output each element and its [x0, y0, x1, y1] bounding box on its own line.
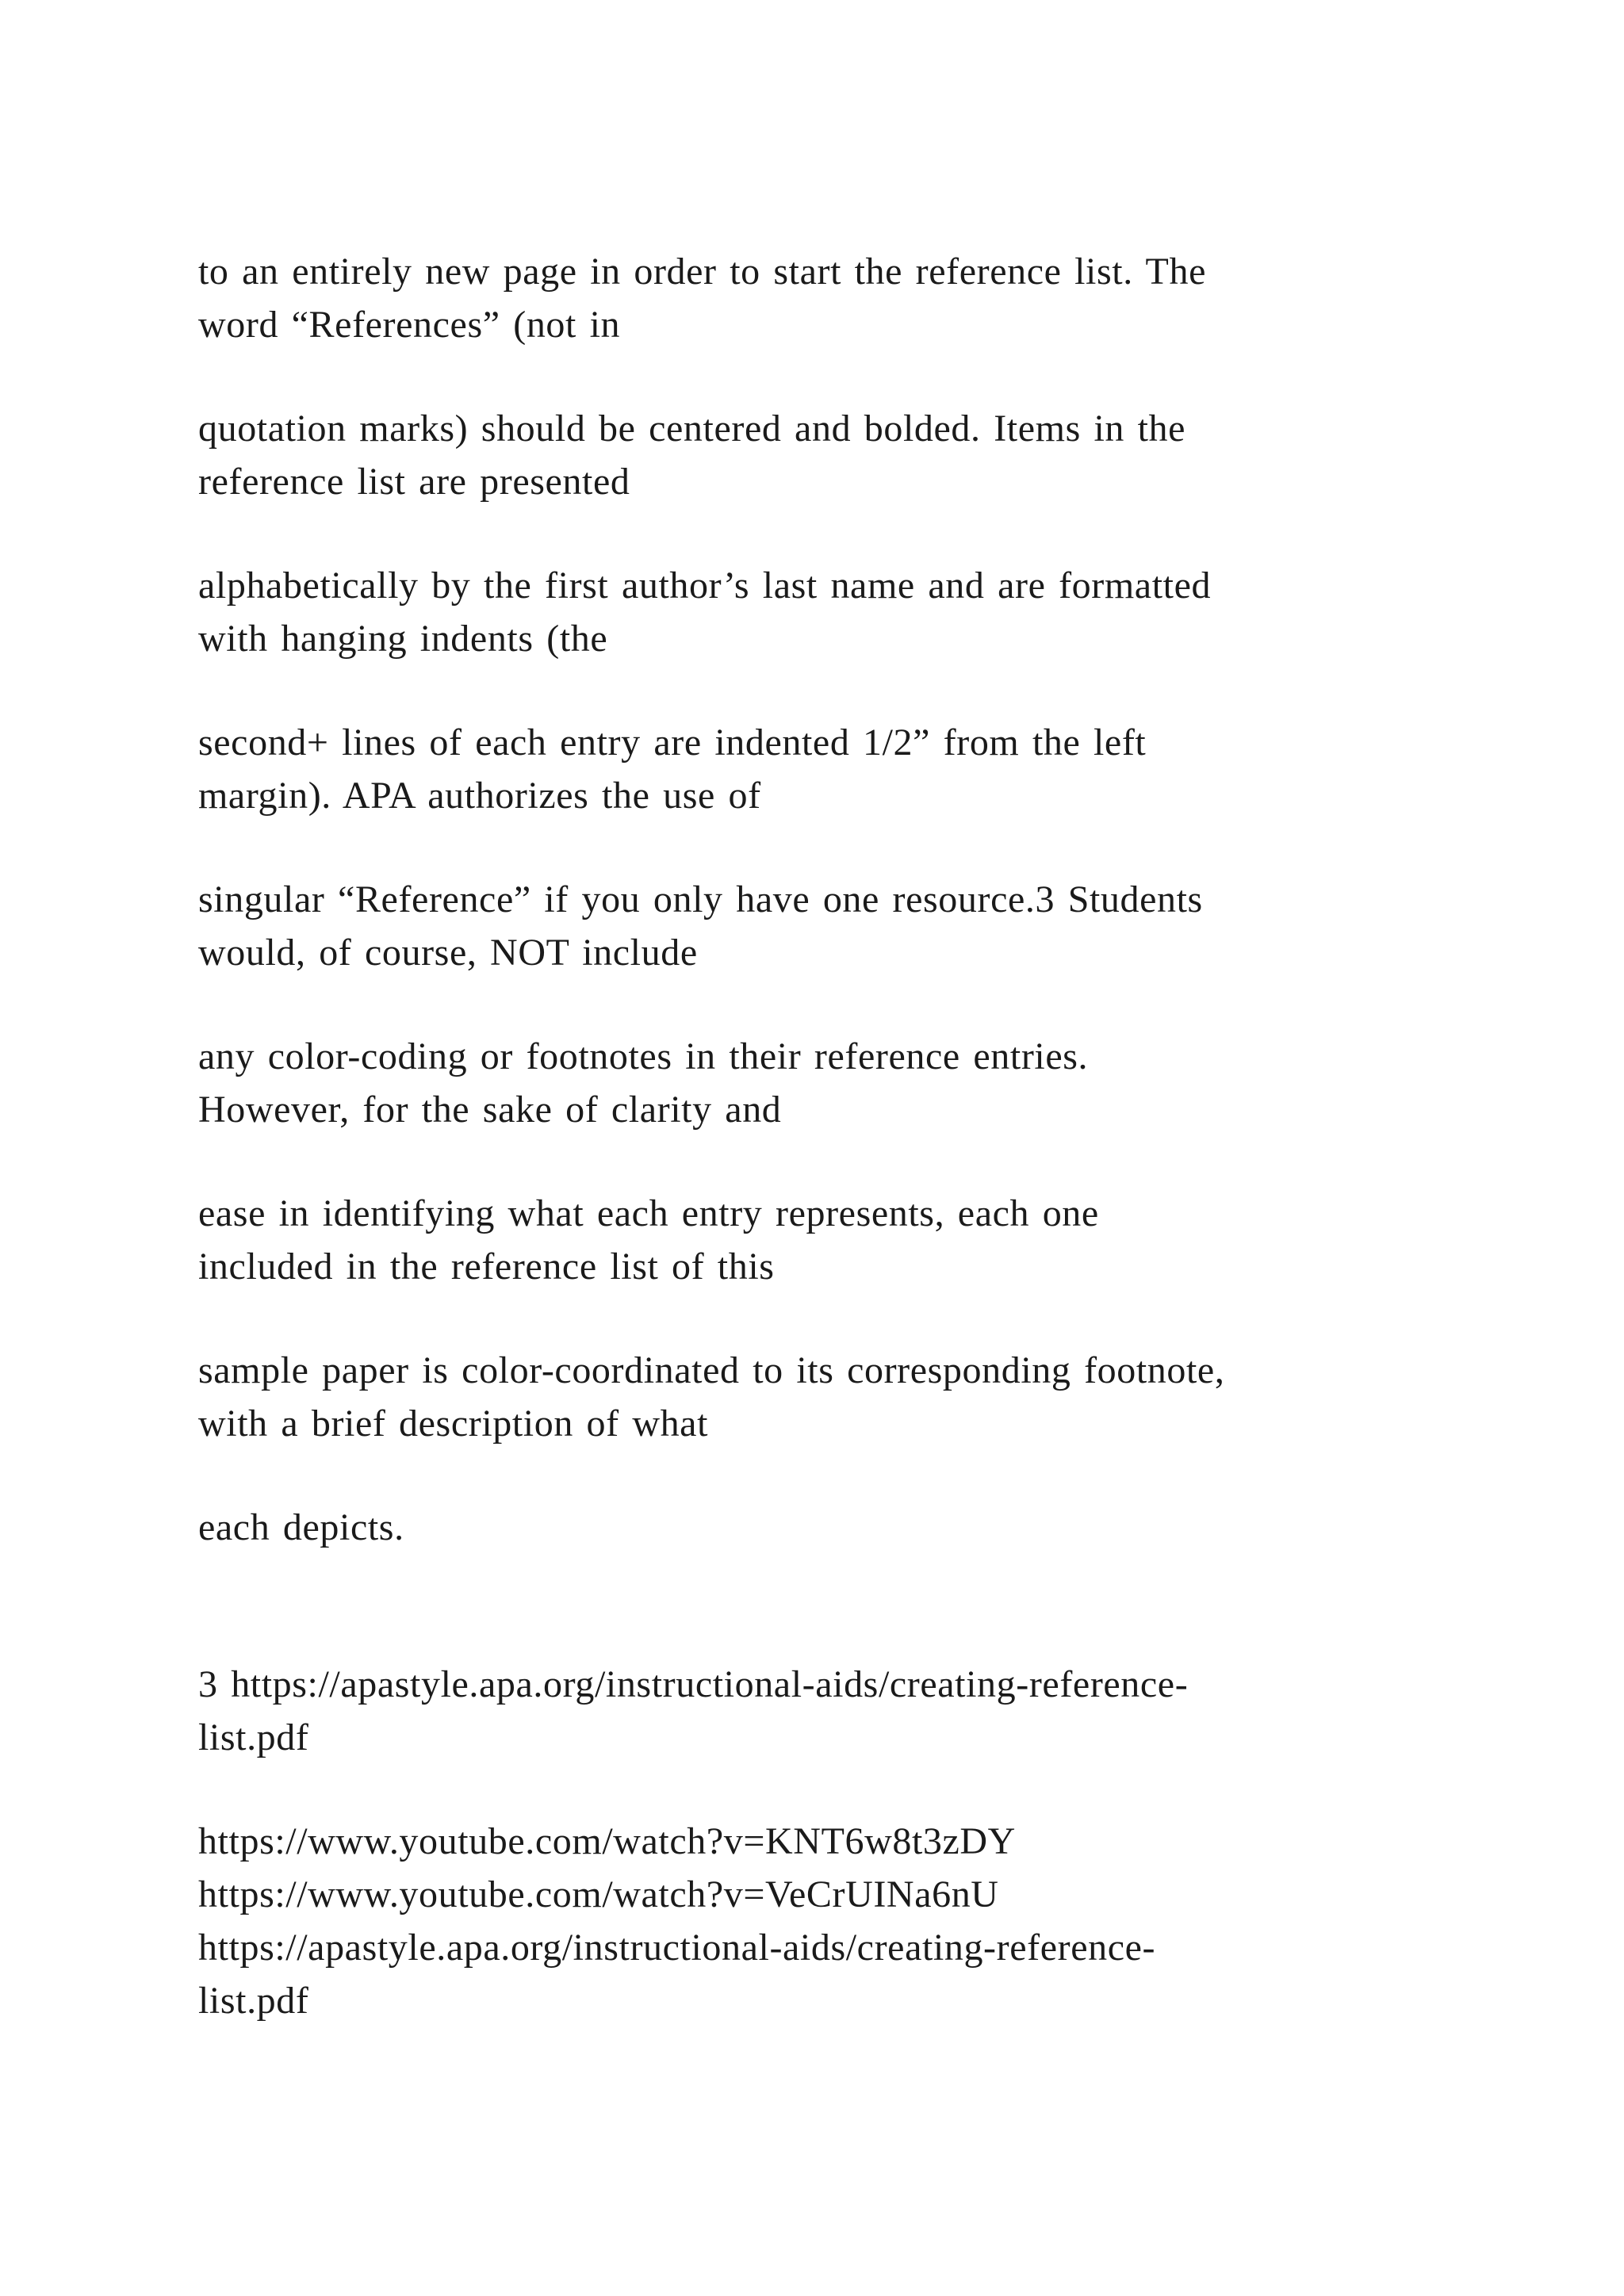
body-line: with a brief description of what [198, 1402, 709, 1445]
body-line: each depicts. [198, 1506, 404, 1548]
footnote-line: 3 https://apastyle.apa.org/instructional-aids/creating-reference- [198, 1663, 1189, 1705]
body-line: reference list are presented [198, 461, 630, 503]
reference-link[interactable]: list.pdf [198, 1980, 309, 2022]
body-line: sample paper is color-coordinated to its corresponding footnote, [198, 1349, 1225, 1391]
body-line: However, for the sake of clarity and [198, 1089, 782, 1131]
body-line: included in the reference list of this [198, 1246, 775, 1288]
body-line: alphabetically by the first author’s last name and are formatted [198, 564, 1212, 607]
reference-link[interactable]: https://apastyle.apa.org/instructional-aids/creating-reference- [198, 1927, 1156, 1969]
body-line: with hanging indents (the [198, 618, 608, 660]
footnote-line: list.pdf [198, 1716, 309, 1758]
body-line: margin). APA authorizes the use of [198, 775, 761, 817]
body-line: any color-coding or footnotes in their reference entries. [198, 1035, 1089, 1077]
body-line: word “References” (not in [198, 304, 621, 346]
body-line: to an entirely new page in order to start the reference list. The [198, 251, 1206, 293]
reference-link[interactable]: https://www.youtube.com/watch?v=VeCrUINa6nU [198, 1873, 999, 1915]
body-line: ease in identifying what each entry represents, each one [198, 1192, 1099, 1234]
body-line: singular “Reference” if you only have one resource.3 Students [198, 878, 1203, 920]
body-line: quotation marks) should be centered and bolded. Items in the [198, 408, 1186, 450]
body-line: second+ lines of each entry are indented 1/2” from the left [198, 721, 1147, 763]
body-line: would, of course, NOT include [198, 932, 698, 974]
reference-link[interactable]: https://www.youtube.com/watch?v=KNT6w8t3zDY [198, 1820, 1016, 1862]
